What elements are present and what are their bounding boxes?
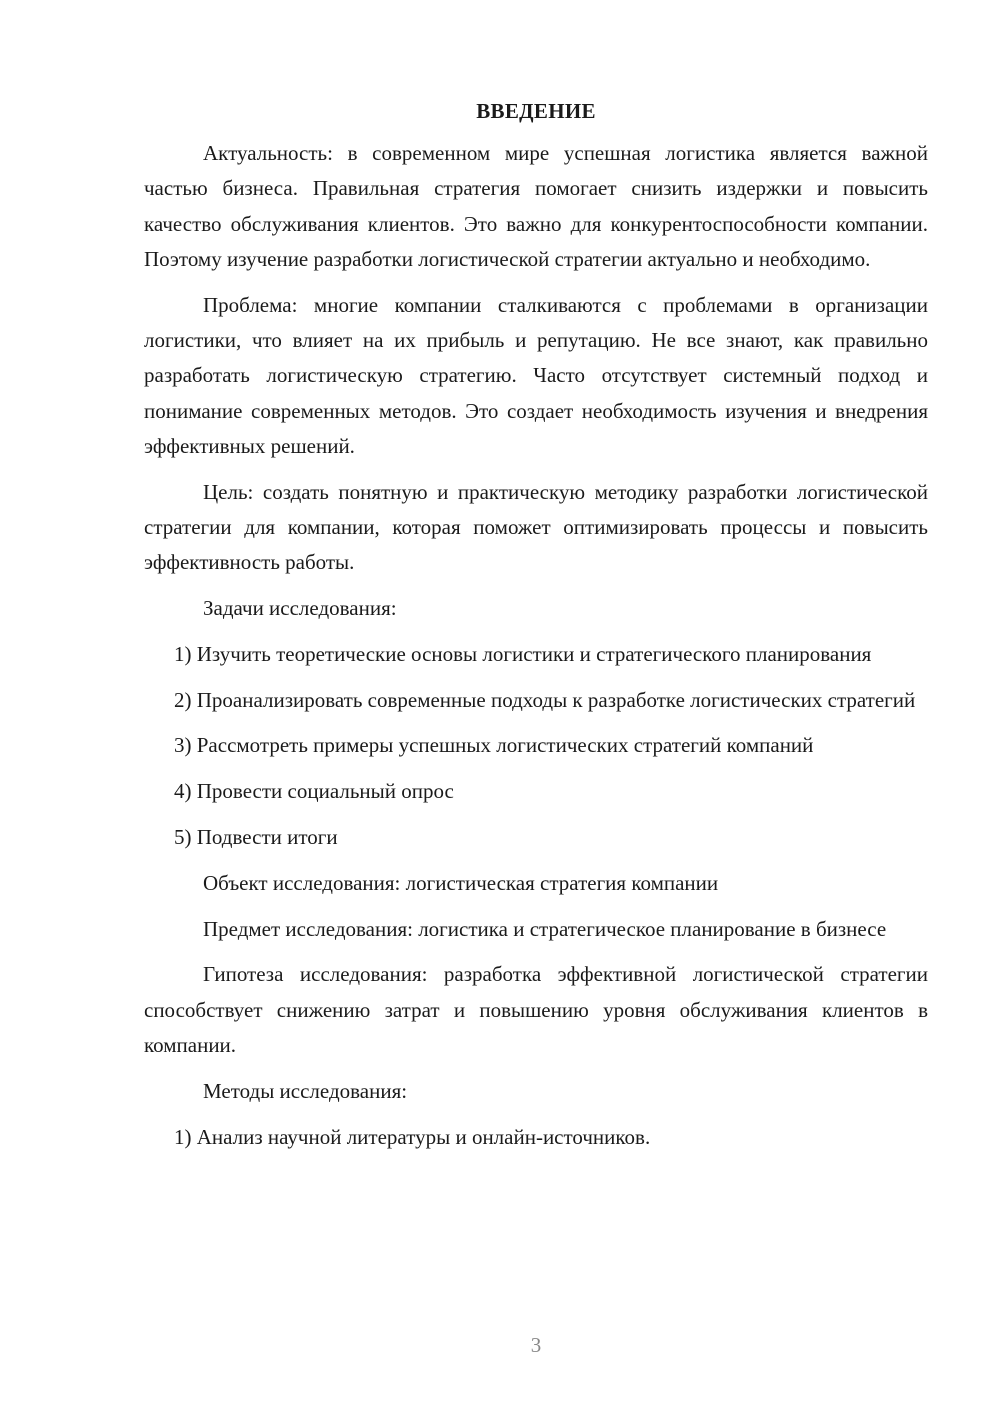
task-item-2: 2) Проанализировать современные подходы к разработке логистических стратегий — [174, 687, 916, 712]
paragraph-object: Объект исследования: логистическая стратегия компании — [203, 870, 719, 895]
task-item-4: 4) Провести социальный опрос — [174, 779, 454, 804]
method-item-1: 1) Анализ научной литературы и онлайн-источников. — [174, 1124, 651, 1149]
methods-heading: Методы исследования: — [203, 1078, 408, 1103]
paragraph-subject: Предмет исследования: логистика и стратегическое планирование в бизнесе — [203, 916, 887, 941]
paragraph-hypothesis: Гипотеза исследования: разработка эффективной логистической стратегии способствует снижению затрат и повышению уровня обслуживания клиентов в компании. — [144, 962, 928, 1058]
page-title: ВВЕДЕНИЕ — [476, 99, 596, 123]
tasks-heading: Задачи исследования: — [203, 596, 397, 621]
task-item-3: 3) Рассмотреть примеры успешных логистических стратегий компаний — [174, 733, 814, 758]
paragraph-relevance: Актуальность: в современном мире успешная логистика является важной частью бизнеса. Правильная стратегия помогает снизить издержки и повысить качество обслуживания клиентов. Это важно для конкурентоспособности компании. Поэтому изучение разработки логистической стратегии актуально и необходимо. — [144, 141, 928, 271]
task-item-5: 5) Подвести итоги — [174, 825, 338, 850]
task-item-1: 1) Изучить теоретические основы логистики и стратегического планирования — [174, 641, 872, 666]
paragraph-goal: Цель: создать понятную и практическую методику разработки логистической стратегии для компании, которая поможет оптимизировать процессы и повысить эффективность работы. — [144, 479, 928, 575]
page-number: 3 — [530, 1333, 542, 1357]
paragraph-problem: Проблема: многие компании сталкиваются с проблемами в организации логистики, что влияет на их прибыль и репутацию. Не все знают, как правильно разработать логистическую стратегию. Часто отсутствует системный подход и понимание современных методов. Это создает необходимость изучения и внедрения эффективных решений. — [144, 292, 928, 458]
page-content — [144, 96, 928, 1165]
